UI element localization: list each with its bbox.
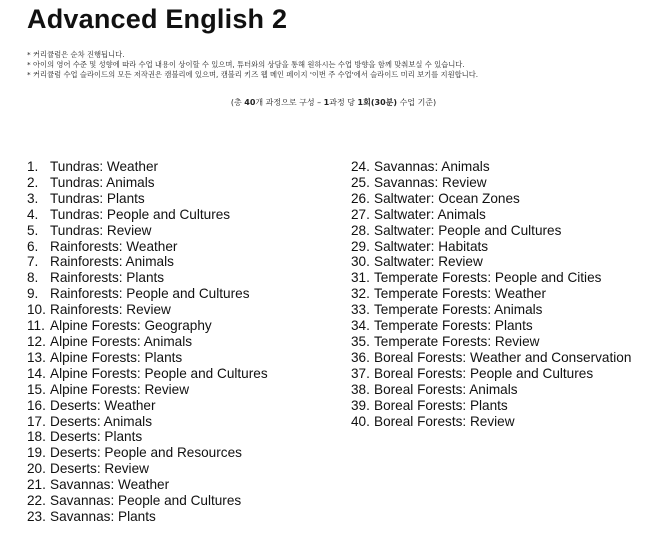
lesson-title: Boreal Forests: People and Cultures [374, 365, 594, 381]
lesson-title: Savannas: Weather [50, 477, 170, 493]
lesson-title: Boreal Forests: Plants [374, 397, 508, 413]
lesson-title: Savannas: Review [374, 174, 487, 190]
lesson-number: 39. [351, 397, 370, 413]
lesson-title: Boreal Forests: Animals [374, 381, 518, 397]
lesson-title: Rainforests: Animals [50, 254, 174, 270]
lesson-title: Rainforests: People and Cultures [50, 286, 250, 302]
summary-per: 1 [323, 98, 330, 107]
lesson-number: 31. [351, 270, 370, 286]
list-item [351, 223, 651, 239]
course-summary [0, 97, 667, 108]
lesson-title: Alpine Forests: Plants [50, 349, 183, 365]
list-item [351, 398, 651, 414]
lesson-number: 28. [351, 222, 370, 238]
lesson-title: Temperate Forests: Animals [374, 302, 543, 318]
lesson-number: 16. [27, 397, 46, 413]
lesson-title: Temperate Forests: Weather [374, 286, 547, 302]
summary-text: 개 과정으로 구성 – [255, 98, 324, 107]
list-item [27, 191, 347, 207]
lesson-number: 13. [27, 349, 46, 365]
lesson-title: Alpine Forests: Review [50, 381, 190, 397]
lesson-title: Boreal Forests: Weather and Conservation [374, 349, 632, 365]
lesson-number: 36. [351, 349, 370, 365]
lesson-number: 18. [27, 429, 46, 445]
list-item [27, 461, 347, 477]
lesson-title: Tundras: Weather [50, 159, 159, 174]
lesson-number: 20. [27, 461, 46, 477]
lesson-title: Saltwater: Review [374, 254, 483, 270]
lesson-title: Deserts: People and Resources [50, 445, 242, 461]
lesson-title: Tundras: Review [50, 222, 152, 238]
lesson-number: 21. [27, 477, 46, 493]
lesson-number: 34. [351, 318, 370, 334]
list-item [27, 254, 347, 270]
list-item [27, 429, 347, 445]
lesson-number: 17. [27, 413, 46, 429]
list-item [351, 366, 651, 382]
summary-close: 수업 기준) [397, 98, 437, 107]
list-item [351, 318, 651, 334]
lesson-title: Temperate Forests: Plants [374, 318, 533, 334]
lesson-title: Deserts: Animals [50, 413, 152, 429]
list-item [351, 239, 651, 255]
list-item [27, 334, 347, 350]
lesson-title: Boreal Forests: Review [374, 413, 515, 429]
lesson-title: Tundras: Plants [50, 190, 145, 206]
list-item [27, 175, 347, 191]
lesson-number: 40. [351, 413, 370, 429]
lesson-number: 15. [27, 381, 46, 397]
lesson-title: Temperate Forests: People and Cities [374, 270, 602, 286]
list-item [351, 302, 651, 318]
lesson-number: 7. [27, 254, 39, 270]
lesson-title: Savannas: People and Cultures [50, 493, 242, 509]
lesson-number: 29. [351, 238, 370, 254]
list-item [351, 175, 651, 191]
list-item [27, 286, 347, 302]
list-item [27, 302, 347, 318]
list-item [27, 366, 347, 382]
lesson-title: Alpine Forests: Geography [50, 318, 212, 334]
lesson-title: Savannas: Plants [50, 508, 156, 524]
lesson-title: Tundras: People and Cultures [50, 206, 231, 222]
lesson-number: 11. [27, 318, 45, 334]
lesson-title: Temperate Forests: Review [374, 333, 540, 349]
list-item [27, 382, 347, 398]
lesson-number: 10. [27, 302, 46, 318]
lesson-number: 22. [27, 493, 46, 509]
summary-minutes: (30분) [370, 98, 398, 107]
lesson-title: Deserts: Review [50, 461, 149, 477]
lesson-number: 12. [27, 333, 46, 349]
lesson-title: Rainforests: Review [50, 302, 171, 318]
summary-total: 40 [244, 98, 256, 107]
curriculum-notes [27, 50, 657, 81]
summary-open: (총 [230, 98, 245, 107]
lesson-number: 33. [351, 302, 370, 318]
summary-text: 과정 당 [329, 98, 358, 107]
lesson-number: 8. [27, 270, 39, 286]
lesson-number: 24. [351, 159, 370, 174]
lesson-title: Saltwater: People and Cultures [374, 222, 562, 238]
list-item [351, 254, 651, 270]
lesson-title: Deserts: Plants [50, 429, 143, 445]
note-line: * 아이의 영어 수준 및 성향에 따라 수업 내용이 상이할 수 있으며, 튜터와의 상담을 통해 원하시는 수업 방향을 함께 맞춰보실 수 있습니다. [27, 60, 465, 70]
list-item [27, 414, 347, 430]
note-line: * 커리큘럼은 순차 진행됩니다. [27, 50, 125, 59]
lesson-title: Deserts: Weather [50, 397, 156, 413]
list-item [27, 350, 347, 366]
list-item [27, 398, 347, 414]
list-item [27, 207, 347, 223]
lesson-number: 3. [27, 190, 39, 206]
lesson-title: Rainforests: Weather [50, 238, 178, 254]
lesson-number: 2. [27, 174, 39, 190]
lesson-number: 14. [27, 365, 46, 381]
lesson-number: 27. [351, 206, 370, 222]
lesson-title: Savannas: Animals [374, 159, 490, 174]
lesson-number: 6. [27, 238, 39, 254]
list-item [351, 350, 651, 366]
list-item [351, 286, 651, 302]
lesson-title: Rainforests: Plants [50, 270, 165, 286]
lesson-number: 23. [27, 508, 46, 524]
lesson-number: 25. [351, 174, 370, 190]
list-item [351, 414, 651, 430]
list-item [27, 239, 347, 255]
list-item [351, 382, 651, 398]
lesson-number: 5. [27, 222, 39, 238]
list-item [27, 509, 347, 525]
list-item [27, 493, 347, 509]
lesson-number: 19. [27, 445, 46, 461]
list-item [351, 207, 651, 223]
lesson-title: Tundras: Animals [50, 174, 155, 190]
summary-text: 회 [363, 98, 371, 107]
lesson-title: Saltwater: Animals [374, 206, 486, 222]
lesson-list-left [27, 159, 347, 525]
list-item [27, 159, 347, 175]
lesson-list-right [351, 159, 651, 429]
lesson-title: Alpine Forests: Animals [50, 333, 193, 349]
note-line: * 커리큘럼 수업 슬라이드의 모든 저작권은 캠블리에 있으며, 캠블리 키즈 웹 메인 페이지 '이번 주 수업'에서 슬라이드 미리 보기를 지원합니다. [27, 70, 479, 80]
list-item [27, 318, 347, 334]
lesson-number: 26. [351, 190, 370, 206]
list-item [351, 191, 651, 207]
page-title: Advanced English 2 [27, 4, 288, 34]
lesson-title: Alpine Forests: People and Cultures [50, 365, 268, 381]
lesson-title: Saltwater: Habitats [374, 238, 489, 254]
list-item [27, 477, 347, 493]
list-item [351, 270, 651, 286]
lesson-title: Saltwater: Ocean Zones [374, 190, 520, 206]
list-item [27, 223, 347, 239]
list-item [27, 445, 347, 461]
list-item [27, 270, 347, 286]
lesson-number: 4. [27, 206, 39, 222]
lesson-number: 9. [27, 286, 39, 302]
lesson-number: 32. [351, 286, 370, 302]
lesson-number: 1. [27, 159, 39, 174]
list-item [351, 159, 651, 175]
lesson-number: 35. [351, 333, 370, 349]
lesson-number: 37. [351, 365, 370, 381]
summary-sessions: 1 [357, 98, 364, 107]
lesson-number: 30. [351, 254, 370, 270]
lesson-number: 38. [351, 381, 370, 397]
list-item [351, 334, 651, 350]
